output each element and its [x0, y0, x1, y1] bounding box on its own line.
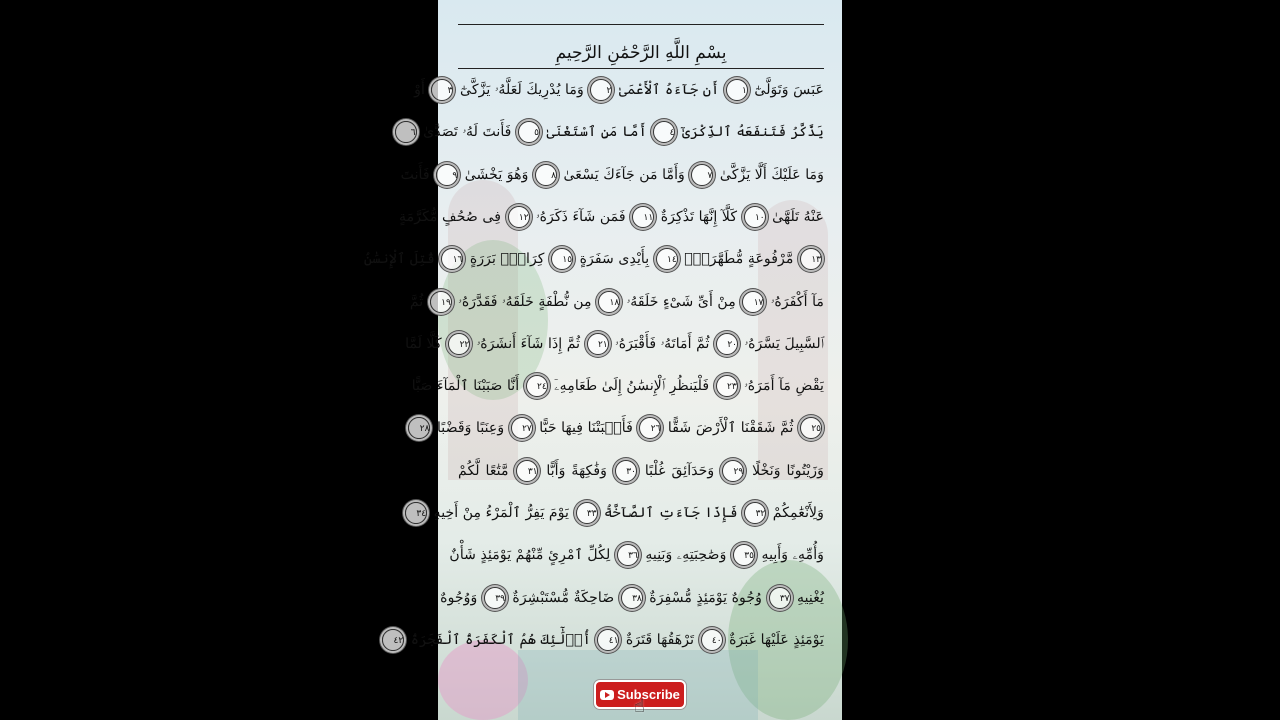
ayah-number-marker: ١٨ — [598, 291, 620, 313]
verse-text: ثُمَّ إِذَا شَآءَ أَنشَرَهُۥ — [476, 335, 581, 352]
verse-line — [414, 72, 824, 108]
ayah-number-marker: ١٥ — [551, 248, 573, 270]
ayah-number-marker: ٢٦ — [639, 417, 661, 439]
verse-text: مَّرْفُوعَةٍ مُّطَهَّرَةٍۭ — [684, 251, 794, 268]
verse-text: فَمَن شَآءَ ذَكَرَهُۥ — [536, 208, 626, 225]
verse-text: وَعِنَبًا وَقَضْبًا — [436, 420, 505, 437]
ayah-number-marker: ٧ — [691, 164, 713, 186]
ayah-number-marker: ٤ — [653, 121, 675, 143]
verse-text: وَأَمَّا مَن جَآءَكَ يَسْعَىٰ — [563, 166, 685, 183]
youtube-play-icon — [600, 690, 614, 700]
basmala-header: بِسْمِ اللَّهِ الرَّحْمَٰنِ الرَّحِيمِ — [555, 43, 727, 63]
ayah-number-marker: ١٠ — [744, 206, 766, 228]
verse-line — [400, 157, 824, 193]
ayah-number-marker: ٢٠ — [716, 333, 738, 355]
ayah-number-marker: ٢٧ — [511, 417, 533, 439]
ayah-number-marker: ١١ — [632, 206, 654, 228]
verse-text: عَنْهُ تَلَهَّىٰ — [772, 208, 824, 225]
verse-text: وَصَٰحِبَتِهِۦ وَبَنِيهِ — [645, 547, 727, 564]
verse-text: فَأَنۢبَتْنَا فِيهَا حَبًّا — [539, 420, 633, 437]
verse-text: ثُمَّ شَقَقْنَا ٱلْأَرْضَ شَقًّا — [667, 420, 794, 437]
verse-text: ثُمَّ — [409, 293, 424, 310]
verse-text: أَمَّا مَنِ ٱسْتَغْنَىٰ — [546, 124, 647, 141]
ayah-number-marker: ١ — [726, 79, 748, 101]
verse-text: عَبَسَ وَتَوَلَّىٰٓ — [754, 82, 824, 98]
verse-text: مِنْ أَىِّ شَىْءٍ خَلَقَهُۥ — [626, 293, 736, 310]
verse-text: كَلَّا لَمَّا — [405, 335, 442, 352]
verse-text: لِكُلِّ ٱمْرِئٍ مِّنْهُمْ يَوْمَئِذٍ شَأْنٌ — [449, 547, 611, 564]
ayah-number-marker: ١٩ — [430, 291, 452, 313]
verse-text: قُتِلَ ٱلْإِنسَٰنُ — [363, 251, 435, 268]
header-rule — [458, 68, 824, 69]
verse-line — [399, 199, 824, 235]
ayah-number-marker: ٣٧ — [769, 587, 791, 609]
ayah-number-marker: ٤٢ — [382, 629, 404, 651]
ayah-number-marker: ٢٢ — [448, 333, 470, 355]
ayah-number-marker: ٢٨ — [408, 417, 430, 439]
verse-text: وَمَا يُدْرِيكَ لَعَلَّهُۥ يَزَّكَّىٰٓ — [460, 82, 584, 98]
verse-text: يُغْنِيهِ — [797, 589, 824, 606]
ayah-number-marker: ٢٥ — [800, 417, 822, 439]
ayah-number-marker: ٢٣ — [716, 375, 738, 397]
verse-text: فِى صُحُفٍ مُّكَرَّمَةٍ — [399, 208, 502, 225]
ayah-number-marker: ٣٦ — [617, 544, 639, 566]
ayah-number-marker: ٣٥ — [733, 544, 755, 566]
ayah-number-marker: ١٧ — [742, 291, 764, 313]
verse-text: وَأُمِّهِۦ وَأَبِيهِ — [761, 547, 824, 564]
verse-text: يَوْمَئِذٍ عَلَيْهَا غَبَرَةٌ — [729, 631, 824, 648]
verse-line — [411, 368, 824, 404]
ayah-number-marker: ٣٣ — [576, 502, 598, 524]
ayah-number-marker: ٢٩ — [722, 460, 744, 482]
ayah-number-marker: ١٤ — [656, 248, 678, 270]
ayah-number-marker: ٢١ — [587, 333, 609, 355]
verse-text: يَقْضِ مَآ أَمَرَهُۥ — [744, 378, 824, 395]
ayah-number-marker: ٣٢ — [744, 502, 766, 524]
verse-line — [393, 622, 824, 658]
ayah-number-marker: ٣٠ — [615, 460, 637, 482]
verse-text: فَأَنتَ لَهُۥ تَصَدَّىٰ — [423, 124, 512, 141]
ayah-number-marker: ٣٨ — [621, 587, 643, 609]
verse-text: ٱلسَّبِيلَ يَسَّرَهُۥ — [744, 335, 824, 352]
verse-text: وَلِأَنْعَٰمِكُمْ — [772, 505, 824, 521]
ayah-number-marker: ٨ — [535, 164, 557, 186]
ayah-number-marker: ٢٤ — [526, 375, 548, 397]
ayah-number-marker: ٩ — [436, 164, 458, 186]
verse-line — [405, 326, 824, 362]
ayah-number-marker: ٦ — [395, 121, 417, 143]
ayah-number-marker: ٣١ — [516, 460, 538, 482]
verse-line — [419, 410, 824, 446]
verse-text: فَلْيَنظُرِ ٱلْإِنسَٰنُ إِلَىٰ طَعَامِهِۦٓ — [554, 378, 710, 395]
ayah-number-marker: ٣٤ — [405, 502, 427, 524]
ayah-number-marker: ٣ — [431, 79, 453, 101]
verse-text: وَحَدَآئِقَ غُلْبًا — [644, 462, 715, 479]
ayah-number-marker: ٢ — [590, 79, 612, 101]
verse-text: وَفَٰكِهَةً وَأَبًّا — [546, 462, 607, 479]
verse-text: أَوْ — [414, 82, 425, 98]
verse-text: مِن نُّطْفَةٍ خَلَقَهُۥ فَقَدَّرَهُۥ — [458, 293, 592, 310]
ayah-number-marker: ٣٩ — [484, 587, 506, 609]
verse-line — [363, 241, 824, 277]
ayah-number-marker: ٤٠ — [701, 629, 723, 651]
verse-text: وَوُجُوهٌ — [440, 589, 478, 606]
verse-text: تَرْهَقُهَا قَتَرَةٌ — [625, 631, 695, 648]
ayah-number-marker: ١٦ — [441, 248, 463, 270]
verse-text: وُجُوهٌ يَوْمَئِذٍ مُّسْفِرَةٌ — [649, 589, 762, 606]
verse-text: فَأَنتَ — [400, 166, 430, 183]
verse-line — [449, 537, 824, 573]
ayah-number-marker: ٤١ — [597, 629, 619, 651]
verse-text: أَن جَآءَهُ ٱلْأَعْمَىٰ — [618, 82, 720, 98]
subscribe-label: Subscribe — [617, 687, 680, 702]
verse-text: يَوْمَ يَفِرُّ ٱلْمَرْءُ مِنْ أَخِيهِ — [433, 505, 569, 521]
ayah-number-marker: ١٣ — [800, 248, 822, 270]
ayah-number-marker: ١٢ — [508, 206, 530, 228]
verse-text: وَمَا عَلَيْكَ أَلَّا يَزَّكَّىٰ — [719, 166, 824, 183]
verse-text: وَزَيْتُونًا وَنَخْلًا — [752, 462, 824, 479]
verse-line — [409, 284, 824, 320]
verse-text: وَهُوَ يَخْشَىٰ — [464, 166, 529, 183]
verse-text: مَآ أَكْفَرَهُۥ — [770, 293, 824, 310]
ayah-number-marker: ٥ — [518, 121, 540, 143]
verse-text: ضَاحِكَةٌ مُّسْتَبْشِرَةٌ — [512, 589, 615, 606]
verse-line — [458, 453, 824, 489]
verse-text: فَإِذَا جَآءَتِ ٱلصَّآخَّةُ — [604, 505, 738, 521]
verse-text: أُو۟لَٰٓئِكَ هُمُ ٱلْكَفَرَةُ ٱلْفَجَرَةُ — [410, 631, 591, 648]
hand-cursor-icon: ☝ — [634, 696, 645, 717]
verse-text: مَّتَٰعًا لَّكُمْ — [458, 462, 509, 479]
verse-text: يَذَّكَّرُ فَتَنفَعَهُ ٱلذِّكْرَىٰٓ — [681, 124, 824, 141]
verse-text: ثُمَّ أَمَاتَهُۥ فَأَقْبَرَهُۥ — [615, 335, 710, 352]
verse-text: أَنَّا صَبَبْنَا ٱلْمَآءَ صَبًّا — [411, 378, 520, 395]
verse-line — [410, 114, 824, 150]
verse-text: بِأَيْدِى سَفَرَةٍ — [579, 251, 650, 268]
video-frame — [363, 0, 842, 720]
verse-line — [440, 580, 824, 616]
verse-text: كِرَامٍۭ بَرَرَةٍ — [469, 251, 545, 268]
verse-line — [416, 495, 824, 531]
top-rule — [458, 24, 824, 25]
verse-text: كَلَّآ إِنَّهَا تَذْكِرَةٌ — [660, 208, 738, 225]
quran-page — [363, 24, 824, 664]
